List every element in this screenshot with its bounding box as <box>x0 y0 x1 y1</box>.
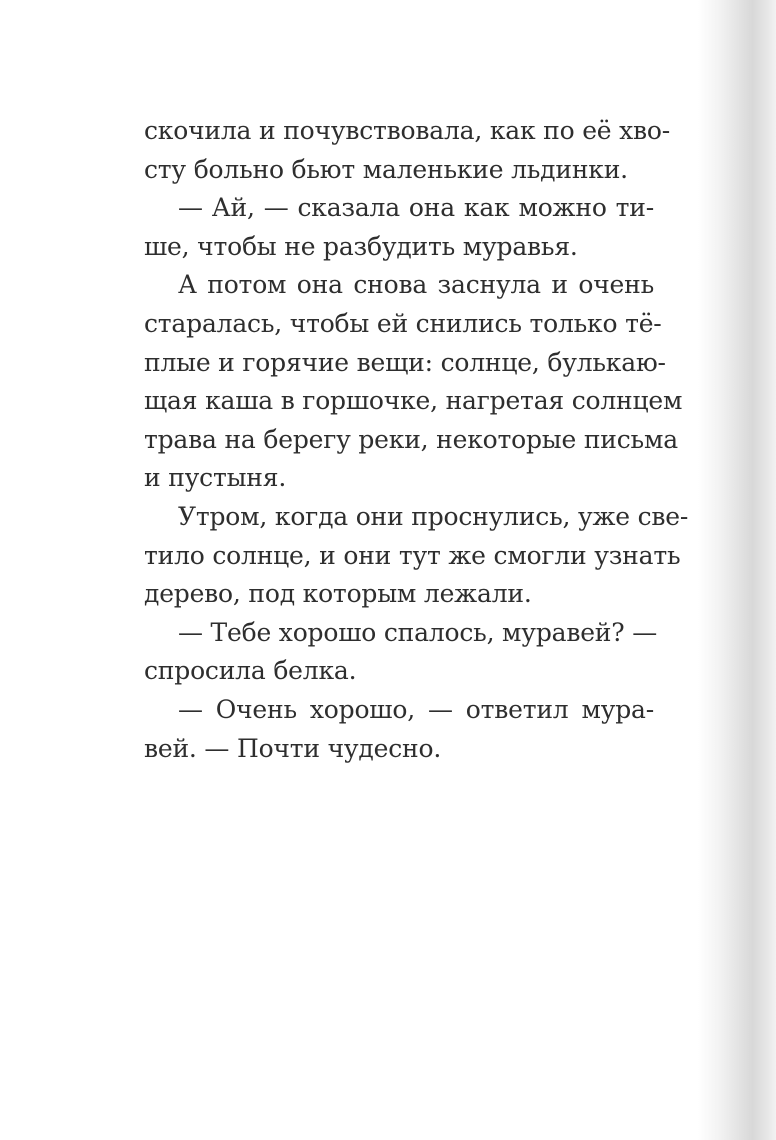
text-line: щая каша в горшочке, нагретая солнцем <box>144 386 683 416</box>
text-line: трава на берегу реки, некоторые письма <box>144 424 678 454</box>
text-line: — Ай, — сказала она как можно ти- <box>178 193 654 223</box>
text-line: скочила и почувствовала, как по её хво- <box>144 116 671 145</box>
text-line: А потом она снова заснула и очень <box>178 270 654 300</box>
text-line: Утром, когда они проснулись, уже све- <box>178 501 689 531</box>
text-line: старалась, чтобы ей снились только тё- <box>144 308 662 338</box>
text-line: спросила белка. <box>144 656 357 686</box>
text-line: вей. — Почти чудесно. <box>144 733 442 763</box>
text-line: ше, чтобы не разбудить муравья. <box>144 231 578 261</box>
page-gutter-shadow <box>698 0 776 1140</box>
text-line: плые и горячие вещи: солнце, булькаю- <box>144 347 666 377</box>
text-line: — Тебе хорошо спалось, муравей? — <box>178 617 658 647</box>
body-text <box>144 112 689 768</box>
text-line: тило солнце, и они тут же смогли узнать <box>144 540 681 570</box>
text-line: и пустыня. <box>144 463 287 493</box>
text-line: дерево, под которым лежали. <box>144 579 532 609</box>
text-line: сту больно бьют маленькие льдинки. <box>144 154 628 184</box>
text-line: — Очень хорошо, — ответил мура- <box>178 694 654 724</box>
